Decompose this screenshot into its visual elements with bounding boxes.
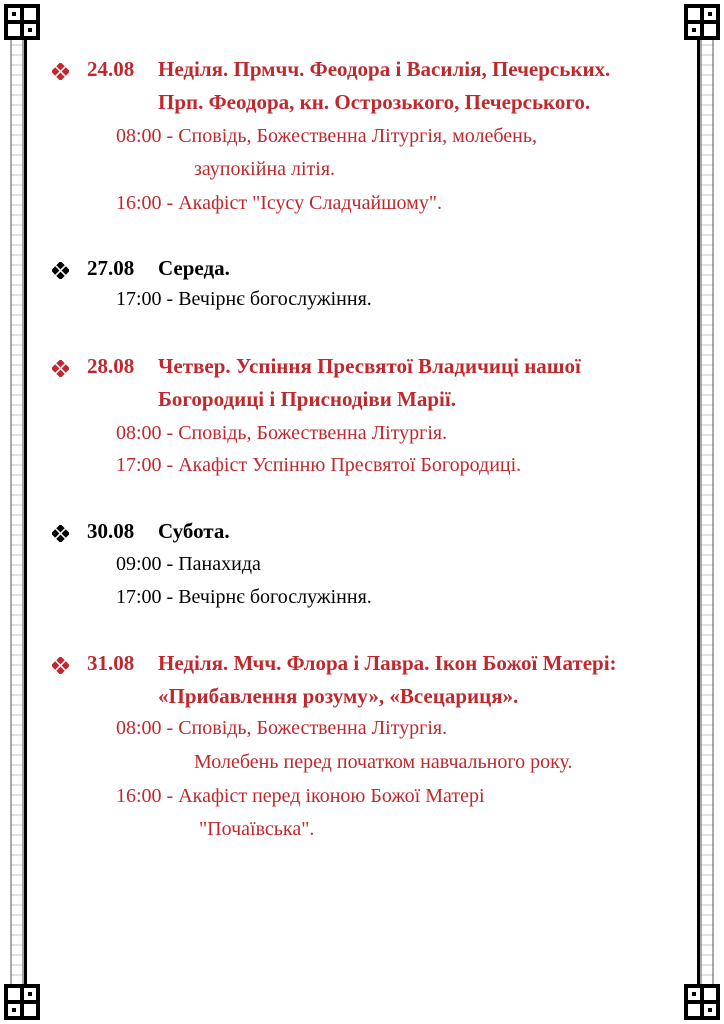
entry-title: Середа.	[158, 256, 230, 280]
service-line: 16:00 - Акафіст "Ісусу Сладчайшому".	[116, 192, 442, 214]
entry-title: Неділя. Мчч. Флора і Лавра. Ікон Божої Матері:	[158, 651, 617, 675]
entry-title-line2: «Прибавлення розуму», «Всецариця».	[158, 684, 519, 708]
entry-title-line2: Прп. Феодора, кн. Острозького, Печерського.	[158, 90, 591, 114]
schedule-entry	[0, 651, 724, 840]
service-line: 09:00 - Панахида	[116, 553, 261, 575]
ornament-diamond-icon	[52, 63, 69, 80]
service-line: 08:00 - Сповідь, Божественна Літургія.	[116, 422, 448, 444]
entry-date: 24.08	[87, 57, 135, 81]
schedule-entry	[0, 57, 724, 214]
service-line: 08:00 - Сповідь, Божественна Літургія, молебень,	[116, 125, 537, 147]
entry-title: Неділя. Прмчч. Феодора і Василія, Печерських.	[158, 57, 611, 81]
service-continuation: "Почаївська".	[199, 818, 315, 840]
entry-date: 31.08	[87, 651, 135, 675]
service-line: 16:00 - Акафіст перед іконою Божої Матері	[116, 785, 485, 807]
ornament-diamond-icon	[52, 360, 69, 377]
service-line: 17:00 - Вечірнє богослужіння.	[116, 288, 372, 310]
service-continuation: Молебень перед початком навчального року.	[194, 751, 573, 773]
schedule-entry	[0, 519, 724, 608]
entry-title: Четвер. Успіння Пресвятої Владичиці нашої	[158, 354, 581, 378]
schedule-entry	[0, 354, 724, 476]
service-line: 17:00 - Акафіст Успінню Пресвятої Богородиці.	[116, 454, 522, 476]
entry-title-line2: Богородиці і Приснодіви Марії.	[158, 387, 456, 411]
service-continuation: заупокійна літія.	[194, 158, 336, 180]
entry-date: 27.08	[87, 256, 135, 280]
entry-date: 28.08	[87, 354, 135, 378]
ornament-diamond-icon	[52, 657, 69, 674]
ornament-diamond-icon	[52, 262, 69, 279]
service-line: 08:00 - Сповідь, Божественна Літургія.	[116, 717, 448, 739]
entry-date: 30.08	[87, 519, 135, 543]
entry-title: Субота.	[158, 519, 230, 543]
schedule-entry	[0, 256, 724, 310]
service-line: 17:00 - Вечірнє богослужіння.	[116, 586, 372, 608]
ornament-diamond-icon	[52, 525, 69, 542]
